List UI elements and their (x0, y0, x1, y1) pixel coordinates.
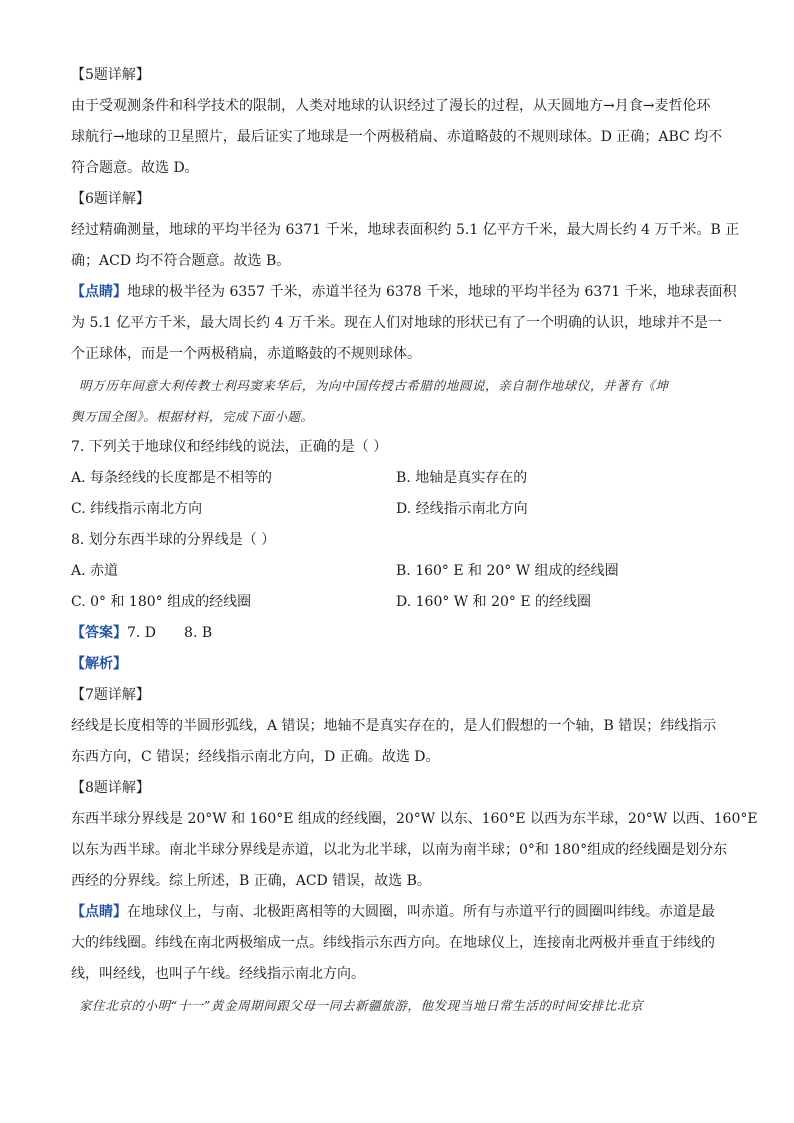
question-7-options (71, 463, 726, 494)
answer-line (71, 618, 726, 649)
dianjing-text: 在地球仪上，与南、北极距离相等的大圆圈，叫赤道。所有与赤道平行的圆圈叫纬线。赤道是最 (127, 904, 715, 920)
question-8-stem: 8. 划分东西半球的分界线是（ ） (71, 532, 276, 548)
question-7-stem: 7. 下列关于地球仪和经纬线的说法，正确的是（ ） (71, 439, 388, 455)
analysis-tag: 【解析】 (71, 656, 127, 672)
dianjing-text: 地球的极半径为 6357 千米，赤道半径为 6378 千米，地球的平均半径为 6371 千米，地球表面积 (127, 284, 737, 300)
material-text: 明万历年间意大利传教士利玛窦来华后，为向中国传授古希腊的地圆说，亲自制作地球仪，并著有《坤 (79, 378, 669, 393)
dianjing-line: 个正球体，而是一个两极稍扁，赤道略鼓的不规则球体。 (71, 346, 421, 362)
q7-heading: 【7题详解】 (71, 687, 150, 703)
question-8-options (71, 587, 726, 618)
dianjing-line: 大的纬线圈。纬线在南北两极缩成一点。纬线指示东西方向。在地球仪上，连接南北两极并垂直于纬线的 (71, 935, 715, 951)
dianjing-tag: 【点睛】 (71, 284, 127, 300)
option-a: A. 每条经线的长度都是不相等的 (71, 470, 273, 486)
option-d: D. 160° W 和 20° E 的经线圈 (396, 594, 592, 610)
answer-8: 8. B (184, 625, 213, 641)
q8-line: 以东为西半球。南北半球分界线是赤道，以北为北半球，以南为南半球；0°和 180°组成的经线圈是划分东 (71, 842, 728, 858)
q7-line: 经线是长度相等的半圆形弧线，A 错误；地轴不是真实存在的，是人们假想的一个轴，B 错误；纬线指示 (71, 718, 717, 734)
dianjing-line: 线，叫经线，也叫子午线。经线指示南北方向。 (71, 966, 365, 982)
answer-7: 7. D (127, 625, 157, 641)
option-d: D. 经线指示南北方向 (396, 501, 528, 517)
material-text: 家住北京的小明“十一”黄金周期间跟父母一同去新疆旅游，他发现当地日常生活的时间安排比北京 (79, 998, 644, 1013)
q5-line: 由于受观测条件和科学技术的限制，人类对地球的认识经过了漫长的过程，从天圆地方→月食→麦哲伦环 (71, 98, 711, 114)
option-a: A. 赤道 (71, 563, 119, 579)
material-text: 舆万国全图》。根据材料，完成下面小题。 (71, 409, 314, 424)
q8-line: 西经的分界线。综上所述，B 正确，ACD 错误，故选 B。 (71, 873, 431, 889)
option-c: C. 纬线指示南北方向 (71, 501, 203, 517)
q5-heading: 【5题详解】 (71, 67, 150, 83)
option-b: B. 地轴是真实存在的 (396, 470, 528, 486)
q5-line: 符合题意。故选 D。 (71, 160, 199, 176)
q6-line: 确；ACD 均不符合题意。故选 B。 (71, 253, 291, 269)
page-content (71, 60, 758, 1021)
dianjing-tag: 【点睛】 (71, 904, 127, 920)
dianjing-line: 为 5.1 亿平方千米，最大周长约 4 万千米。现在人们对地球的形状已有了一个明确的认识，地球并不是一 (71, 315, 722, 331)
dianjing-paragraph (71, 277, 737, 308)
answer-tag: 【答案】 (71, 625, 127, 641)
question-7-options (71, 494, 726, 525)
q6-line: 经过精确测量，地球的平均半径为 6371 千米，地球表面积约 5.1 亿平方千米，最大周长约 4 万千米。B 正 (71, 222, 740, 238)
option-b: B. 160° E 和 20° W 组成的经线圈 (396, 563, 619, 579)
question-8-options (71, 556, 726, 587)
option-c: C. 0° 和 180° 组成的经线圈 (71, 594, 252, 610)
q6-heading: 【6题详解】 (71, 191, 150, 207)
dianjing-paragraph (71, 897, 726, 928)
q8-line: 东西半球分界线是 20°W 和 160°E 组成的经线圈，20°W 以东、160°E 以西为东半球，20°W 以西、160°E (71, 811, 758, 827)
q5-line: 球航行→地球的卫星照片，最后证实了地球是一个两极稍扁、赤道略鼓的不规则球体。D 正确；ABC 均不 (71, 129, 723, 145)
q7-line: 东西方向，C 错误；经线指示南北方向，D 正确。故选 D。 (71, 749, 440, 765)
q8-heading: 【8题详解】 (71, 780, 150, 796)
